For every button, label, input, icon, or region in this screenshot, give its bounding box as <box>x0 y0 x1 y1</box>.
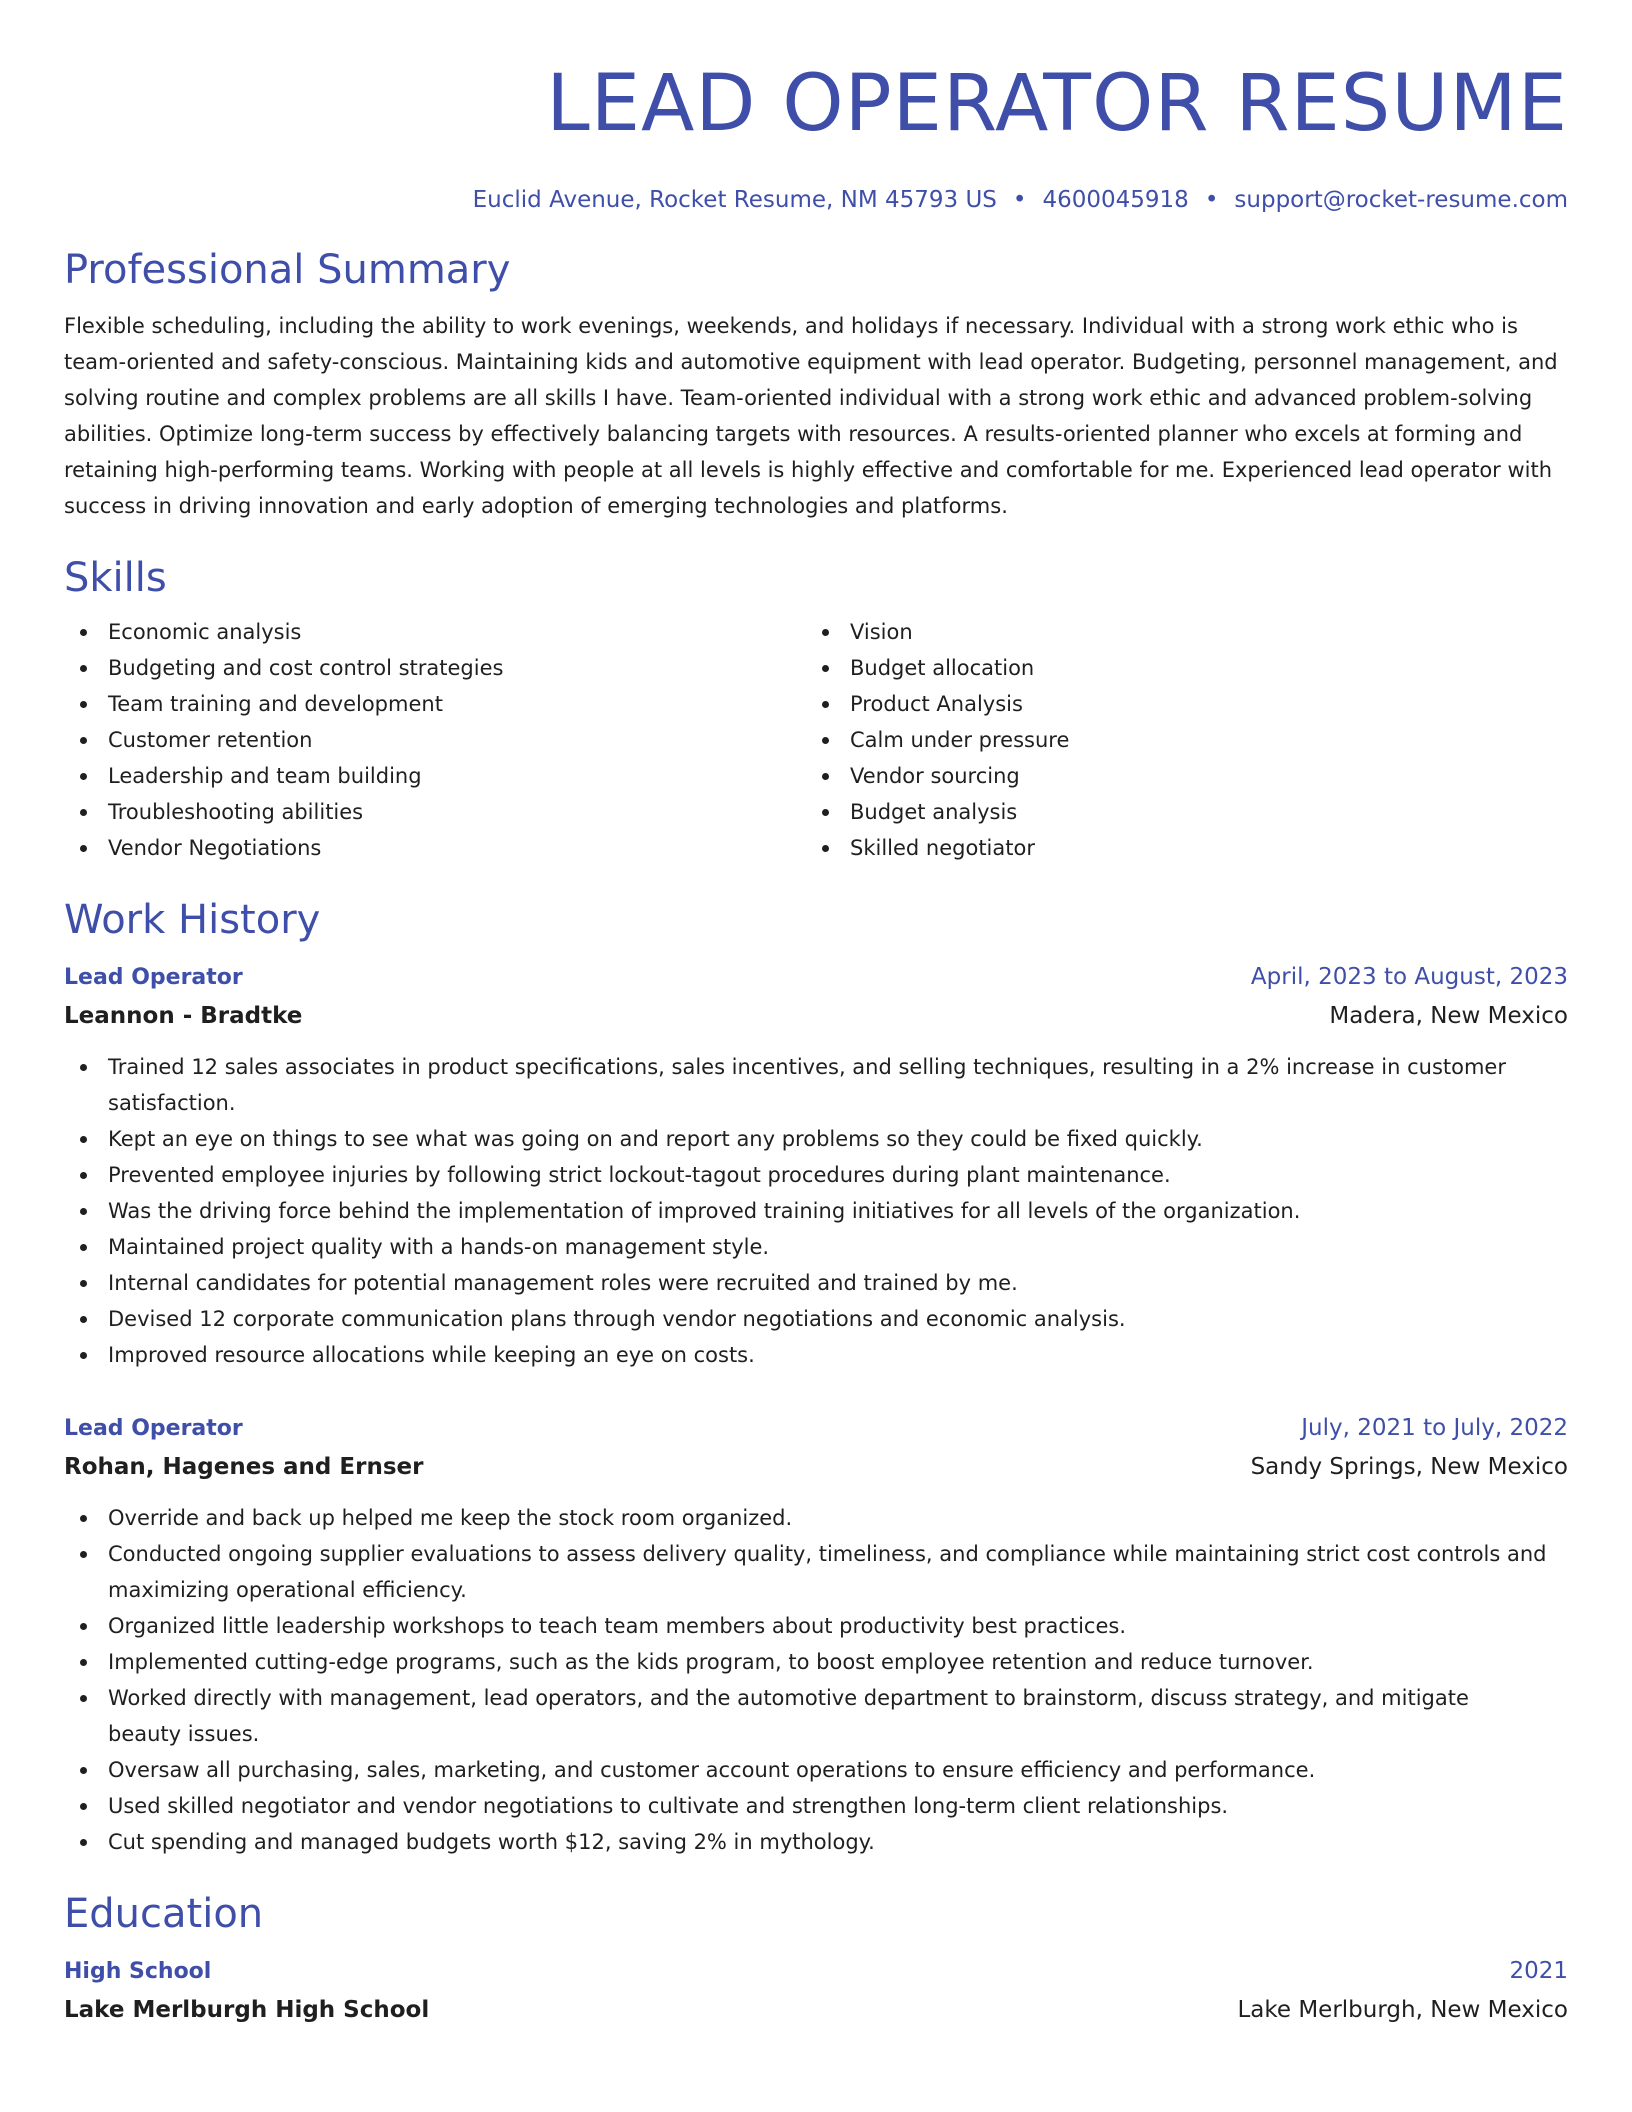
job-bullet: Was the driving force behind the implementation of improved training initiatives for all levels of the organization. <box>64 1193 1568 1229</box>
job-bullet: Oversaw all purchasing, sales, marketing, and customer account operations to ensure efficiency and performance. <box>64 1752 1568 1788</box>
job-employer: Rohan, Hagenes and Ernser <box>64 1454 424 1480</box>
skill-item: Vision <box>806 614 1548 650</box>
skills-heading: Skills <box>64 555 167 601</box>
job-bullet: Improved resource allocations while keeping an eye on costs. <box>64 1337 1568 1373</box>
education-degree: High School <box>64 1959 212 1984</box>
skills-list-right <box>806 614 1548 866</box>
education-location: Lake Merlburgh, New Mexico <box>1237 1997 1568 2023</box>
job-bullets <box>64 1049 1568 1373</box>
job-bullet: Trained 12 sales associates in product specifications, sales incentives, and selling techniques, resulting in a 2% increase in customer satisfaction. <box>64 1049 1568 1121</box>
skill-item: Skilled negotiator <box>806 830 1548 866</box>
job-bullet: Internal candidates for potential management roles were recruited and trained by me. <box>64 1265 1568 1301</box>
job-bullet: Worked directly with management, lead operators, and the automotive department to brainstorm, discuss strategy, and mitigate beauty issues. <box>64 1680 1568 1752</box>
education-school: Lake Merlburgh High School <box>64 1997 430 2023</box>
job-location: Sandy Springs, New Mexico <box>1250 1454 1568 1480</box>
job-bullet: Organized little leadership workshops to teach team members about productivity best practices. <box>64 1608 1568 1644</box>
job-bullet: Prevented employee injuries by following strict lockout-tagout procedures during plant maintenance. <box>64 1157 1568 1193</box>
skill-item: Budgeting and cost control strategies <box>64 650 806 686</box>
contact-phone: 4600045918 <box>1042 187 1189 213</box>
job-title: Lead Operator <box>64 1416 243 1441</box>
job-bullet: Override and back up helped me keep the stock room organized. <box>64 1500 1568 1536</box>
work-history-section <box>64 894 1568 1860</box>
contact-line <box>64 184 1568 216</box>
skill-item: Vendor sourcing <box>806 758 1548 794</box>
skills-list-left <box>64 614 806 866</box>
job-bullet: Cut spending and managed budgets worth $12, saving 2% in mythology. <box>64 1824 1568 1860</box>
skills-grid <box>64 614 1568 866</box>
job-dates: April, 2023 to August, 2023 <box>1250 964 1568 990</box>
resume-title: LEAD OPERATOR RESUME <box>546 59 1568 149</box>
skill-item: Budget analysis <box>806 794 1548 830</box>
skill-item: Leadership and team building <box>64 758 806 794</box>
education-year: 2021 <box>1509 1958 1568 1984</box>
skill-item: Vendor Negotiations <box>64 830 806 866</box>
skill-item: Customer retention <box>64 722 806 758</box>
skill-item: Product Analysis <box>806 686 1548 722</box>
job-entry <box>64 958 1568 1373</box>
job-title: Lead Operator <box>64 965 243 990</box>
skill-item: Budget allocation <box>806 650 1548 686</box>
job-bullet: Implemented cutting-edge programs, such as the kids program, to boost employee retention and reduce turnover. <box>64 1644 1568 1680</box>
job-bullet: Maintained project quality with a hands-on management style. <box>64 1229 1568 1265</box>
summary-heading: Professional Summary <box>64 247 511 293</box>
contact-address: Euclid Avenue, Rocket Resume, NM 45793 US <box>472 187 997 213</box>
job-location: Madera, New Mexico <box>1329 1003 1568 1029</box>
contact-separator: • <box>1204 187 1219 213</box>
job-bullets <box>64 1500 1568 1860</box>
skill-item: Troubleshooting abilities <box>64 794 806 830</box>
work-history-heading: Work History <box>64 897 321 943</box>
contact-separator: • <box>1012 187 1027 213</box>
job-bullet: Conducted ongoing supplier evaluations to assess delivery quality, timeliness, and compliance while maintaining strict cost controls and maximizing operational efficiency. <box>64 1536 1568 1608</box>
skills-section <box>64 552 1568 866</box>
job-bullet: Kept an eye on things to see what was going on and report any problems so they could be fixed quickly. <box>64 1121 1568 1157</box>
job-bullet: Used skilled negotiator and vendor negotiations to cultivate and strengthen long-term client relationships. <box>64 1788 1568 1824</box>
education-heading: Education <box>64 1891 264 1937</box>
job-dates: July, 2021 to July, 2022 <box>1301 1415 1568 1441</box>
education-entry <box>64 1952 1568 2029</box>
skill-item: Calm under pressure <box>806 722 1548 758</box>
education-section <box>64 1888 1568 2029</box>
job-entry <box>64 1409 1568 1860</box>
contact-email: support@rocket-resume.com <box>1234 187 1568 213</box>
job-bullet: Devised 12 corporate communication plans through vendor negotiations and economic analysis. <box>64 1301 1568 1337</box>
skill-item: Economic analysis <box>64 614 806 650</box>
resume-page <box>64 0 1568 2029</box>
skill-item: Team training and development <box>64 686 806 722</box>
summary-section <box>64 244 1568 524</box>
summary-text: Flexible scheduling, including the ability to work evenings, weekends, and holidays if necessary. Individual with a strong work ethic who is team-oriented and safety-conscious. Maintaining kids and automotive equipment with lead operator. Budgeting, personnel management, and solving routine and complex problems are all skills I have. Team-oriented individual with a strong work ethic and advanced problem-solving abilities. Optimize long-term success by effectively balancing targets with resources. A results-oriented planner who excels at forming and retaining high-performing teams. Working with people at all levels is highly effective and comfortable for me. Experienced lead operator with success in driving innovation and early adoption of emerging technologies and platforms. <box>64 314 1558 518</box>
job-employer: Leannon - Bradtke <box>64 1003 303 1029</box>
